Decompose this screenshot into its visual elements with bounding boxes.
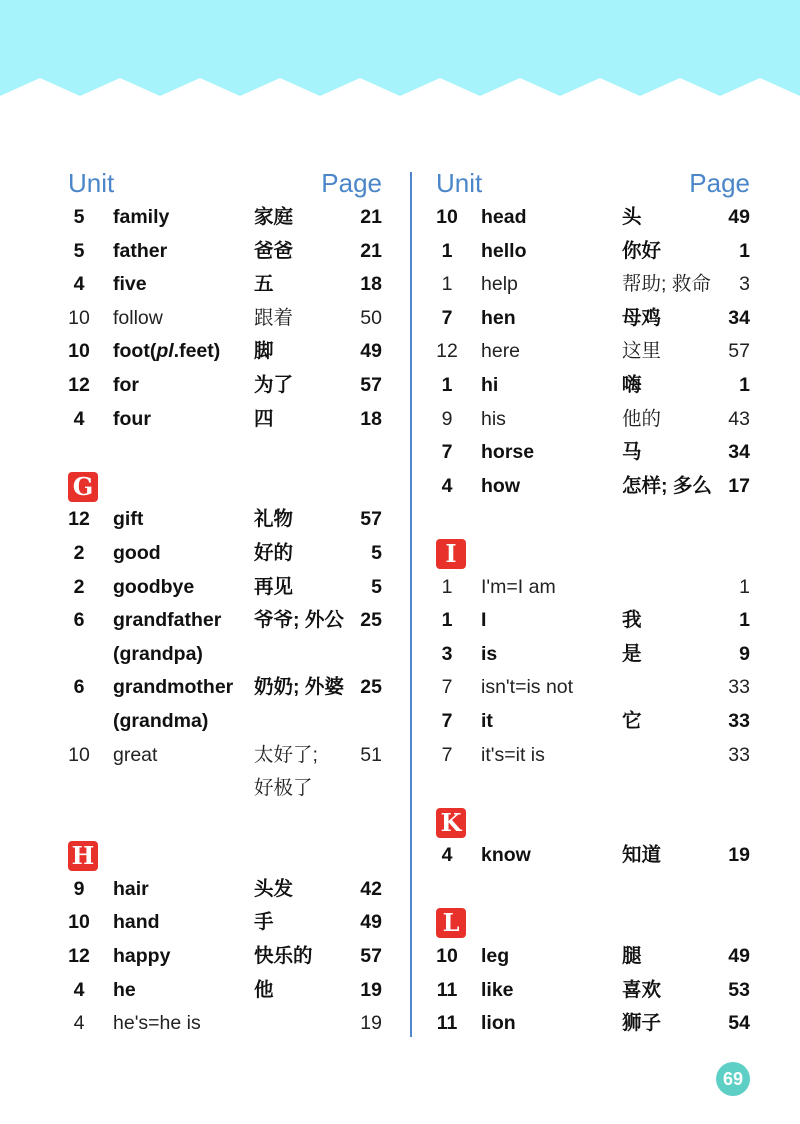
unit-number: 12 bbox=[68, 945, 90, 968]
chinese-meaning: 快乐的 bbox=[254, 945, 313, 968]
chinese-meaning: 喜欢 bbox=[622, 978, 662, 1001]
unit-number: 5 bbox=[73, 239, 85, 262]
top-banner bbox=[0, 0, 800, 110]
page-ref: 34 bbox=[728, 441, 750, 464]
english-word: how bbox=[481, 474, 520, 497]
unit-number: 11 bbox=[436, 978, 458, 1001]
vocab-row bbox=[432, 839, 750, 873]
unit-number: 10 bbox=[68, 911, 90, 934]
vocab-row bbox=[64, 302, 382, 336]
unit-number: 12 bbox=[68, 508, 90, 531]
page-ref: 21 bbox=[360, 206, 382, 228]
unit-number: 7 bbox=[441, 743, 453, 766]
vocab-row bbox=[64, 940, 382, 974]
plural-open: ( bbox=[149, 340, 157, 363]
page-ref: 57 bbox=[360, 373, 382, 396]
vocab-row bbox=[64, 201, 382, 235]
unit-number: 7 bbox=[441, 306, 453, 329]
chinese-meaning: 你好 bbox=[622, 239, 662, 262]
unit-number: 1 bbox=[441, 239, 453, 262]
word-main: foot bbox=[113, 340, 150, 363]
page-ref: 49 bbox=[360, 340, 382, 363]
unit-number: 2 bbox=[73, 541, 85, 564]
chinese-meaning: 马 bbox=[622, 441, 642, 464]
chinese-meaning: 脚 bbox=[254, 340, 274, 363]
chinese-meaning: 五 bbox=[254, 273, 274, 296]
english-word: it's=it is bbox=[481, 743, 545, 766]
vocab-row bbox=[432, 974, 750, 1008]
page-ref: 57 bbox=[728, 340, 750, 363]
page-ref: 19 bbox=[360, 978, 382, 1001]
page-header: Page bbox=[689, 168, 750, 198]
section-k bbox=[432, 806, 750, 840]
english-word: his bbox=[481, 407, 506, 430]
page-ref: 3 bbox=[739, 273, 750, 296]
letter-badge-k: K bbox=[436, 808, 466, 838]
english-word: family bbox=[113, 206, 170, 228]
vocab-row bbox=[64, 739, 382, 806]
chinese-meaning: 帮助; 救命 bbox=[622, 273, 711, 296]
section-l bbox=[432, 906, 750, 940]
page-ref: 54 bbox=[728, 1012, 750, 1035]
unit-number: 1 bbox=[441, 609, 453, 632]
unit-number: 3 bbox=[441, 642, 453, 665]
chinese-meaning: 这里 bbox=[622, 340, 662, 363]
page-number-badge: 69 bbox=[716, 1062, 750, 1096]
unit-number: 6 bbox=[73, 676, 85, 699]
vocab-row bbox=[432, 403, 750, 437]
section-h bbox=[64, 839, 382, 873]
chinese-meaning: 狮子 bbox=[622, 1012, 662, 1035]
page-ref: 25 bbox=[360, 609, 382, 632]
chinese-meaning: 爸爸 bbox=[254, 239, 294, 262]
page-ref: 1 bbox=[739, 373, 750, 396]
meaning-line: 好极了 bbox=[254, 777, 313, 800]
page-ref: 49 bbox=[728, 945, 750, 968]
vocab-row bbox=[64, 335, 382, 369]
left-column-header bbox=[64, 165, 382, 201]
english-word: gift bbox=[113, 508, 144, 531]
section-spacer bbox=[432, 772, 750, 806]
english-word: he's=he is bbox=[113, 1012, 201, 1035]
chinese-meaning: 头发 bbox=[254, 877, 294, 900]
unit-number: 10 bbox=[68, 743, 90, 766]
plural-form: .feet) bbox=[173, 340, 221, 363]
vocab-row bbox=[432, 235, 750, 269]
chinese-meaning: 知道 bbox=[622, 844, 662, 867]
english-word: hello bbox=[481, 239, 527, 262]
english-word: horse bbox=[481, 441, 535, 464]
chinese-meaning bbox=[254, 739, 318, 806]
column-divider bbox=[410, 172, 412, 1037]
section-i bbox=[432, 537, 750, 571]
english-word: lion bbox=[481, 1012, 516, 1035]
english-word: great bbox=[113, 743, 158, 766]
english-word: here bbox=[481, 340, 521, 363]
page-ref: 18 bbox=[360, 273, 382, 296]
vocab-row bbox=[432, 335, 750, 369]
chinese-meaning: 嗨 bbox=[622, 373, 642, 396]
word-alt: (grandma) bbox=[113, 709, 209, 732]
page-ref: 17 bbox=[728, 474, 750, 497]
chinese-meaning: 母鸡 bbox=[622, 306, 662, 329]
english-word: goodbye bbox=[113, 575, 195, 598]
chinese-meaning: 我 bbox=[622, 609, 642, 632]
page-ref: 42 bbox=[360, 877, 382, 900]
unit-number: 1 bbox=[441, 273, 453, 296]
page-ref: 53 bbox=[728, 978, 750, 1001]
vocab-row bbox=[432, 739, 750, 773]
vocab-row bbox=[432, 671, 750, 705]
section-spacer bbox=[432, 503, 750, 537]
unit-number: 10 bbox=[436, 945, 458, 968]
vocab-row bbox=[64, 1007, 382, 1041]
plural-abbr: pl bbox=[156, 340, 174, 363]
vocab-row bbox=[432, 201, 750, 235]
vocab-row bbox=[64, 503, 382, 537]
chinese-meaning: 奶奶; 外婆 bbox=[254, 676, 344, 699]
left-column bbox=[64, 165, 382, 1041]
chinese-meaning: 腿 bbox=[622, 945, 642, 968]
page-ref: 1 bbox=[739, 575, 750, 598]
unit-number: 10 bbox=[68, 306, 90, 329]
page-ref: 33 bbox=[728, 676, 750, 699]
english-word: four bbox=[113, 407, 151, 430]
unit-number: 4 bbox=[73, 407, 85, 430]
unit-number: 4 bbox=[441, 844, 453, 867]
page-header: Page bbox=[321, 168, 382, 198]
right-column bbox=[432, 165, 750, 1041]
english-word: hand bbox=[113, 911, 160, 934]
english-word: he bbox=[113, 978, 136, 1001]
english-word: it bbox=[481, 709, 493, 732]
vocab-row bbox=[432, 1007, 750, 1041]
vocab-row bbox=[64, 571, 382, 605]
section-spacer bbox=[64, 806, 382, 840]
letter-badge-l: L bbox=[436, 908, 466, 938]
vocab-row bbox=[64, 369, 382, 403]
vocab-row bbox=[64, 604, 382, 671]
page-ref: 33 bbox=[728, 743, 750, 766]
page-ref: 43 bbox=[728, 407, 750, 430]
page-ref: 19 bbox=[728, 844, 750, 867]
page-ref: 50 bbox=[360, 306, 382, 329]
unit-number: 9 bbox=[73, 877, 85, 900]
vocab-row bbox=[64, 906, 382, 940]
vocab-row bbox=[432, 436, 750, 470]
chinese-meaning: 家庭 bbox=[254, 206, 294, 228]
vocab-row bbox=[64, 268, 382, 302]
unit-number: 9 bbox=[441, 407, 453, 430]
english-word: father bbox=[113, 239, 168, 262]
unit-number: 7 bbox=[441, 441, 453, 464]
chinese-meaning: 它 bbox=[622, 709, 642, 732]
letter-badge-g: G bbox=[68, 472, 98, 502]
chinese-meaning: 怎样; 多么 bbox=[622, 474, 712, 497]
vocab-row bbox=[64, 537, 382, 571]
unit-number: 4 bbox=[73, 978, 85, 1001]
page-ref: 18 bbox=[360, 407, 382, 430]
english-word bbox=[113, 671, 233, 738]
english-word: is bbox=[481, 642, 498, 665]
chinese-meaning: 为了 bbox=[254, 373, 294, 396]
english-word: isn't=is not bbox=[481, 676, 574, 699]
unit-number: 1 bbox=[441, 575, 453, 598]
vocab-row bbox=[432, 604, 750, 638]
english-word: leg bbox=[481, 945, 510, 968]
unit-number: 12 bbox=[436, 340, 458, 363]
unit-number: 6 bbox=[73, 609, 85, 632]
letter-badge-i: I bbox=[436, 539, 466, 569]
letter-badge-h: H bbox=[68, 841, 98, 871]
english-word bbox=[113, 335, 220, 369]
page-ref: 34 bbox=[728, 306, 750, 329]
page-ref: 51 bbox=[360, 743, 382, 766]
unit-number: 4 bbox=[73, 273, 85, 296]
section-spacer bbox=[432, 873, 750, 907]
vocab-row bbox=[432, 705, 750, 739]
unit-number: 12 bbox=[68, 373, 90, 396]
vocab-row bbox=[64, 235, 382, 269]
unit-number: 2 bbox=[73, 575, 85, 598]
chinese-meaning: 跟着 bbox=[254, 306, 294, 329]
chinese-meaning: 是 bbox=[622, 642, 642, 665]
unit-number: 10 bbox=[436, 206, 458, 228]
page-ref: 57 bbox=[360, 508, 382, 531]
chinese-meaning: 再见 bbox=[254, 575, 294, 598]
page-ref: 33 bbox=[728, 709, 750, 732]
chinese-meaning: 礼物 bbox=[254, 508, 294, 531]
chinese-meaning: 他 bbox=[254, 978, 274, 1001]
page-ref: 57 bbox=[360, 945, 382, 968]
unit-number: 7 bbox=[441, 709, 453, 732]
page-ref: 1 bbox=[739, 239, 750, 262]
english-word: head bbox=[481, 206, 527, 228]
english-word: happy bbox=[113, 945, 171, 968]
meaning-line: 太好了; bbox=[254, 743, 318, 766]
unit-number: 10 bbox=[68, 340, 90, 363]
vocab-row bbox=[64, 403, 382, 437]
vocab-row bbox=[432, 940, 750, 974]
page-ref: 21 bbox=[360, 239, 382, 262]
chinese-meaning: 好的 bbox=[254, 541, 294, 564]
vocab-row bbox=[432, 470, 750, 504]
english-word: hen bbox=[481, 306, 516, 329]
vocab-row bbox=[64, 873, 382, 907]
vocab-row bbox=[432, 571, 750, 605]
english-word: good bbox=[113, 541, 161, 564]
unit-number: 1 bbox=[441, 373, 453, 396]
vocab-row bbox=[432, 638, 750, 672]
chinese-meaning: 爷爷; 外公 bbox=[254, 609, 344, 632]
unit-number: 4 bbox=[441, 474, 453, 497]
word-alt: (grandpa) bbox=[113, 642, 203, 665]
english-word: help bbox=[481, 273, 518, 296]
page-ref: 19 bbox=[360, 1012, 382, 1035]
english-word: for bbox=[113, 373, 139, 396]
section-g bbox=[64, 470, 382, 504]
right-column-header bbox=[432, 165, 750, 201]
english-word: hair bbox=[113, 877, 149, 900]
unit-number: 5 bbox=[73, 206, 85, 228]
english-word: I'm=I am bbox=[481, 575, 556, 598]
english-word: five bbox=[113, 273, 147, 296]
english-word: I bbox=[481, 609, 487, 632]
chinese-meaning: 头 bbox=[622, 206, 642, 228]
page-ref: 9 bbox=[739, 642, 750, 665]
unit-header: Unit bbox=[68, 168, 115, 198]
unit-number: 11 bbox=[436, 1012, 458, 1035]
vocab-row bbox=[64, 974, 382, 1008]
unit-header: Unit bbox=[436, 168, 483, 198]
english-word: follow bbox=[113, 306, 163, 329]
english-word bbox=[113, 604, 221, 671]
page-ref: 5 bbox=[371, 575, 382, 598]
unit-number: 7 bbox=[441, 676, 453, 699]
english-word: hi bbox=[481, 373, 499, 396]
vocab-row bbox=[64, 671, 382, 738]
page-ref: 49 bbox=[728, 206, 750, 228]
word-main: grandfather bbox=[113, 609, 222, 632]
page-ref: 1 bbox=[739, 609, 750, 632]
page-ref: 25 bbox=[360, 676, 382, 699]
unit-number: 4 bbox=[73, 1012, 85, 1035]
word-main: grandmother bbox=[113, 676, 234, 699]
english-word: know bbox=[481, 844, 531, 867]
vocab-row bbox=[432, 268, 750, 302]
chinese-meaning: 手 bbox=[254, 911, 274, 934]
english-word: like bbox=[481, 978, 514, 1001]
page-ref: 5 bbox=[371, 541, 382, 564]
chinese-meaning: 四 bbox=[254, 407, 274, 430]
vocab-row bbox=[432, 302, 750, 336]
section-spacer bbox=[64, 436, 382, 470]
page-ref: 49 bbox=[360, 911, 382, 934]
vocab-row bbox=[432, 369, 750, 403]
chinese-meaning: 他的 bbox=[622, 407, 662, 430]
